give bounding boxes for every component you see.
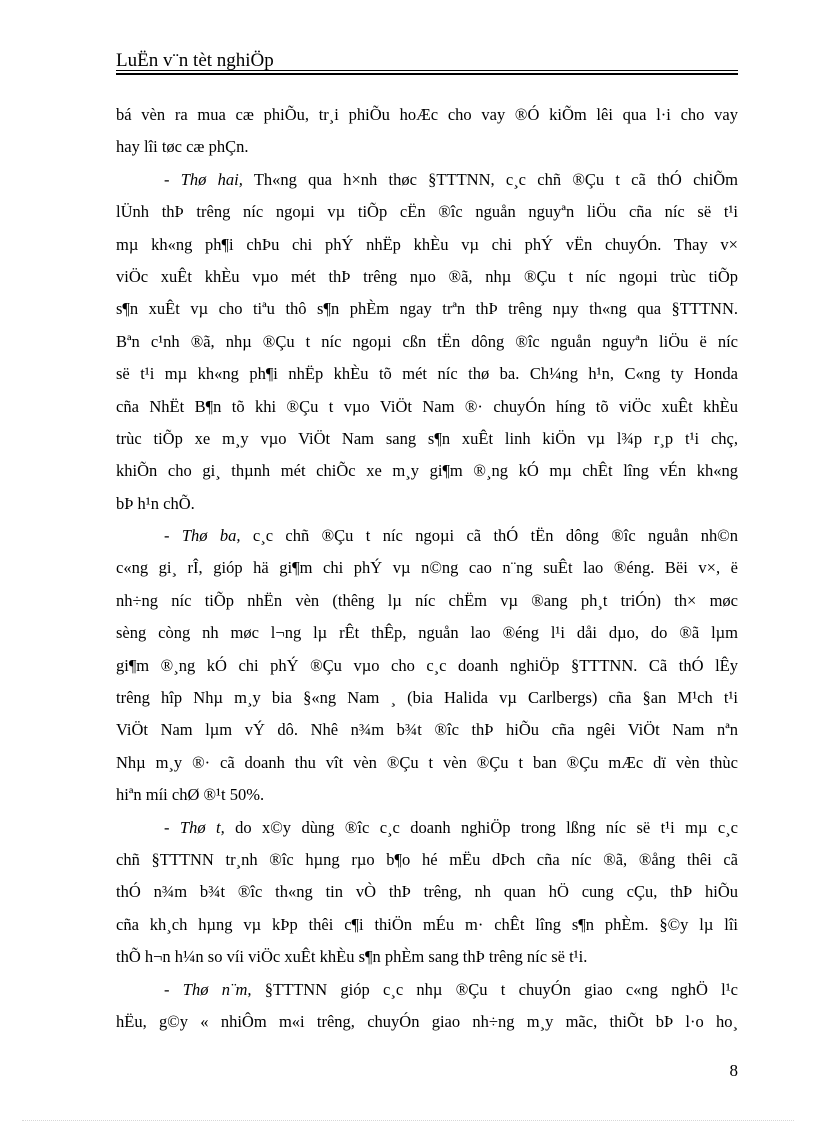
text-line: trêng hîp Nhµ m¸y bia §«ng Nam ¸ (bia Halida vµ Carlbergs) cña §an M¹ch t¹i <box>116 688 738 708</box>
text-span: c¸c chñ ®Çu t níc ngoµi cã thÓ tËn dông ®îc nguån nh©n <box>252 526 738 546</box>
text-line: thÓ n¾m b¾t ®îc th«ng tin vÒ thÞ trêng, nh quan hÖ cung cÇu, thÞ hiÕu <box>116 882 738 902</box>
text-span: Th«ng qua h×nh thøc §TTTNN, c¸c chñ ®Çu t cã thÓ chiÕm <box>253 169 738 189</box>
page-number: 8 <box>729 1061 738 1080</box>
text-line: trùc tiÕp xe m¸y vµo ViÖt Nam sang s¶n xuÊt linh kiÖn vµ l¾p r¸p t¹i chç, <box>116 428 738 448</box>
text-line: hiªn míi chØ ®¹t 50%. <box>116 785 265 805</box>
page-header <box>116 50 738 72</box>
text-line: viÖc xuÊt khÈu vµo mét thÞ trêng nµo ®ã, nhµ ®Çu t níc ngoµi trùc tiÕp <box>116 266 738 286</box>
text-line: mµ kh«ng ph¶i chÞu chi phÝ nhËp khÈu vµ chi phÝ vËn chuyÓn. Thay v× <box>116 234 738 254</box>
text-line: së t¹i mµ kh«ng ph¶i nhËp khÈu tõ mét níc thø ba. Ch¼ng h¹n, C«ng ty Honda <box>116 364 738 384</box>
text-line: gi¶m ®¸ng kÓ chi phÝ ®Çu vµo cho c¸c doanh nghiÖp §TTTNN. Cã thÓ lÊy <box>116 655 738 675</box>
text-line: cña NhËt B¶n tõ khi ®Çu t vµo ViÖt Nam ®· chuyÓn híng tõ viÖc xuÊt khÈu <box>116 396 738 416</box>
text-line: sèng còng nh møc l¬ng lµ rÊt thÊp, nguån lao ®éng l¹i dåi dµo, do ®ã lµm <box>116 623 738 643</box>
header-rule-thin <box>116 70 738 71</box>
paragraph-first-line <box>116 520 738 552</box>
text-line: chñ §TTTNN tr¸nh ®îc hµng rµo b¶o hé mËu dÞch cña níc ®ã, ®ång thêi cã <box>116 849 738 869</box>
text-span: do x©y dùng ®îc c¸c doanh nghiÖp trong lßng níc së t¹i mµ c¸c <box>235 817 738 837</box>
page-bottom-divider <box>22 1120 794 1121</box>
text-line: thÕ h¬n h¼n so víi viÖc xuÊt khÈu s¶n phÈm sang thÞ trêng níc së t¹i. <box>116 947 588 967</box>
header-title: LuËn v¨n tèt nghiÖp <box>116 50 274 71</box>
paragraph-lead: - Thø hai, <box>164 169 243 189</box>
paragraph-lead: - Thø ba, <box>164 526 241 546</box>
text-line: hay lîi tøc cæ phÇn. <box>116 137 249 157</box>
text-line: ViÖt Nam lµm vÝ dô. Nhê n¾m b¾t ®îc thÞ hiÕu cña ngêi ViÖt Nam nªn <box>116 720 738 740</box>
text-line: Bªn c¹nh ®ã, nhµ ®Çu t níc ngoµi cßn tËn dông ®îc nguån nguyªn liÖu ë níc <box>116 331 738 351</box>
paragraph-lead: - Thø n¨m, <box>164 979 252 999</box>
paragraph-first-line <box>116 164 738 196</box>
text-line: Nhµ m¸y ®· cã doanh thu vît vèn ®Çu t vèn ®Çu t ban ®Çu mÆc dï vèn thùc <box>116 752 738 772</box>
text-line: bÞ h¹n chÕ. <box>116 493 195 513</box>
text-line: nh÷ng níc tiÕp nhËn vèn (thêng lµ níc chËm vµ ®ang ph¸t triÓn) th× møc <box>116 590 738 610</box>
text-line: bá vèn ra mua cæ phiÕu, tr¸i phiÕu hoÆc cho vay ®Ó kiÕm lêi qua l·i cho vay <box>116 105 738 124</box>
text-line: khiÕn cho gi¸ thµnh mét chiÕc xe m¸y gi¶m ®¸ng kÓ mµ chÊt lîng vÉn kh«ng <box>116 461 738 481</box>
document-body <box>116 99 738 1038</box>
text-line: c«ng gi¸ rÎ, gióp hä gi¶m chi phÝ vµ n©ng cao n¨ng suÊt lao ®éng. Bëi v×, ë <box>116 558 738 578</box>
text-line: lÜnh thÞ trêng níc ngoµi vµ tiÕp cËn ®îc nguån nguyªn liÖu cña níc së t¹i <box>116 202 738 222</box>
text-span: §TTTNN gióp c¸c nhµ ®Çu t chuyÓn giao c«ng nghÖ l¹c <box>264 979 738 999</box>
text-line: hËu, g©y « nhiÔm m«i trêng, chuyÓn giao nh÷ng m¸y mãc, thiÕt bÞ l·o ho¸ <box>116 1011 738 1031</box>
paragraph-first-line <box>116 812 738 844</box>
text-line: cña kh¸ch hµng vµ kÞp thêi c¶i thiÖn mÉu m· chÊt lîng s¶n phÈm. §©y lµ lîi <box>116 914 738 934</box>
header-rule-thick <box>116 73 738 75</box>
text-line: s¶n xuÊt vµ cho tiªu thô s¶n phÈm ngay trªn thÞ trêng nµy th«ng qua §TTTNN. <box>116 299 738 319</box>
paragraph-first-line <box>116 974 738 1006</box>
paragraph-lead: - Thø t, <box>164 817 225 837</box>
